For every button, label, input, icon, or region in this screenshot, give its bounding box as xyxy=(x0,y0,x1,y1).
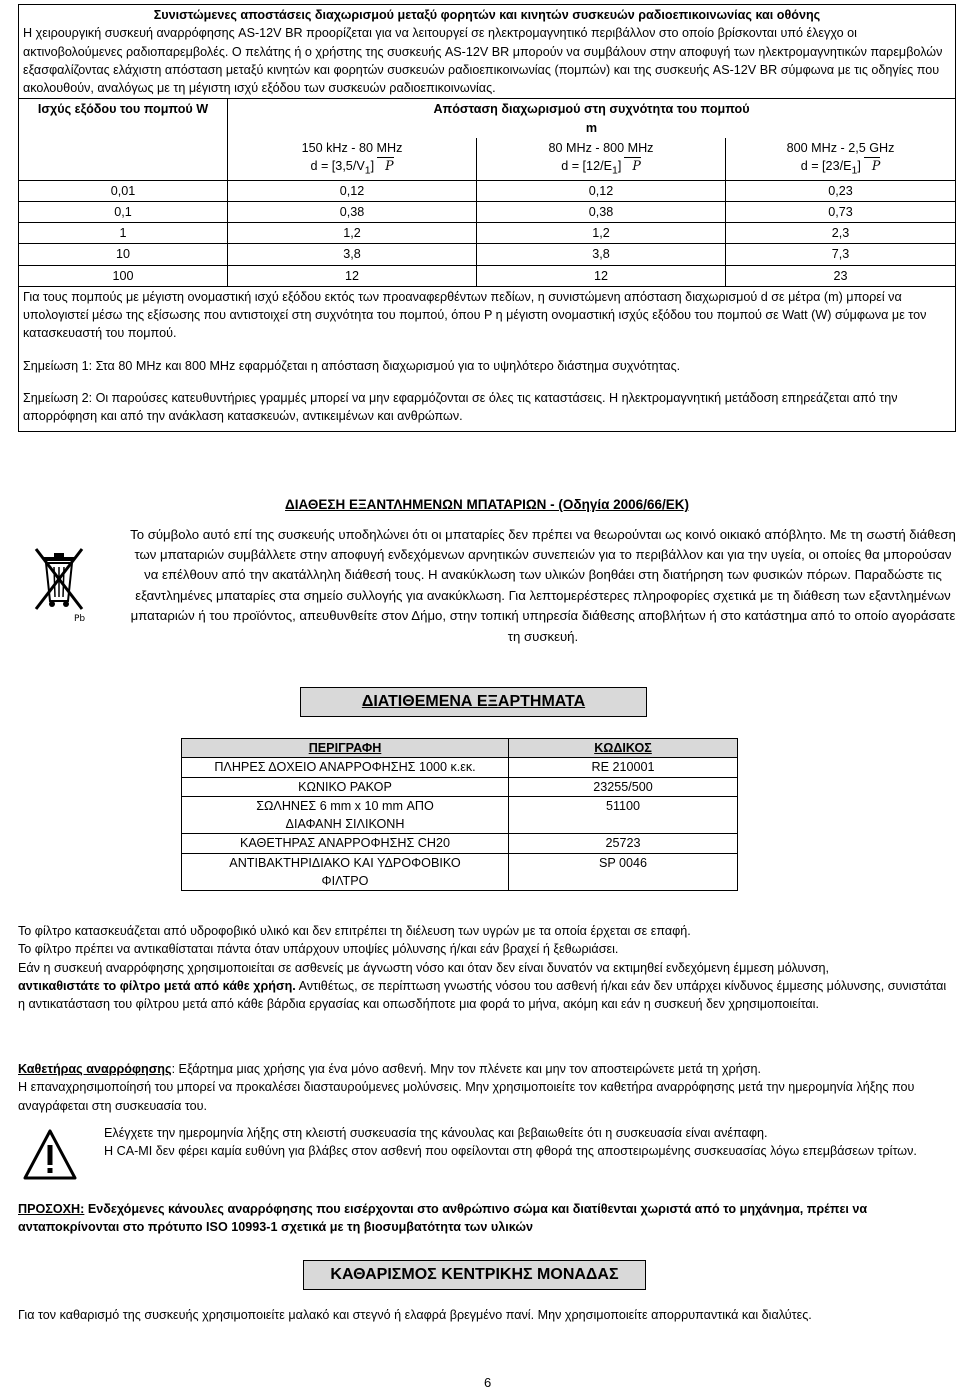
distance-cell: 2,3 xyxy=(726,223,956,244)
distance-cell: 1,2 xyxy=(228,223,477,244)
catheter-line-1 xyxy=(18,1060,956,1078)
catheter-label: Καθετήρας αναρρόφησης xyxy=(18,1062,172,1076)
filter-replace-bold: αντικαθιστάτε το φίλτρο μετά από κάθε χρήση. xyxy=(18,978,296,993)
band-formula: $d = [3,5/V_1]$ P xyxy=(310,158,394,177)
table-row xyxy=(19,201,956,222)
item-code: 51100 xyxy=(509,796,738,834)
caution-section xyxy=(18,1200,956,1237)
caution-label: ΠΡΟΣΟΧΗ: xyxy=(18,1202,85,1216)
accessories-title-box xyxy=(300,687,647,717)
item-desc: ΚΑΘΕΤΗΡΑΣ ΑΝΑΡΡΟΦΗΣΗΣ CH20 xyxy=(182,834,509,853)
item-code: SP 0046 xyxy=(509,853,738,891)
distance-cell: 12 xyxy=(228,265,477,286)
col-distance-header xyxy=(228,99,956,138)
sqrt-icon: P xyxy=(377,157,393,175)
distance-cell: 3,8 xyxy=(228,244,477,265)
item-desc: ΑΝΤΙΒΑΚΤΗΡΙΔΙΑΚΟ ΚΑΙ ΥΔΡΟΦΟΒΙΚΟ ΦΙΛΤΡΟ xyxy=(182,853,509,891)
col-distance-label: Απόσταση διαχωρισμού στη συχνότητα του πομπού xyxy=(433,102,750,117)
band-range: 800 MHz - 2,5 GHz xyxy=(786,140,895,155)
table-row xyxy=(182,796,738,834)
band-header-1 xyxy=(228,138,477,180)
band-formula: $d = [12/E_1]$ P xyxy=(561,158,641,177)
emc-intro: Η χειρουργική συσκευή αναρρόφησης AS-12V BR προορίζεται για να λειτουργεί σε ηλεκτρομαγνητικό περιβάλλον στο οποίο βρίσκονται υπό έλεγχο οι ακτινοβολούμενες ραδιοπαρεμβολές. Ο πελάτης ή ο χρήστης της συσκευής AS-12V BR μπορούν να συμβάλουν στην αποφυγή των ηλεκτρομαγνητικών παρεμβολών εξασφαλίζοντας ελάχιστη απόσταση μεταξύ κινητών και φορητών συσκευών ραδιοεπικοινωνίας (πομπών) και της συσκευής AS-12V BR σύμφωνα με τις οδηγίες που ακολουθούν, αναλόγως με τη μέγιστη ισχύ εξόδου των συσκευών ραδιοεπικοινωνίας. xyxy=(23,26,943,95)
band-range: 150 kHz - 80 MHz xyxy=(301,140,403,155)
band-range: 80 MHz - 800 MHz xyxy=(548,140,654,155)
item-desc: ΣΩΛΗΝΕΣ 6 mm x 10 mm ΑΠΟ ΔΙΑΦΑΝΗ ΣΙΛΙΚΟΝΗ xyxy=(182,796,509,834)
col-power-header xyxy=(19,99,228,180)
emc-note-2: Σημείωση 2: Οι παρούσες κατευθυντήριες γραμμές μπορεί να μην εφαρμόζονται σε όλες τις καταστάσεις. Η ηλεκτρομαγνητική μετάδοση επηρεάζεται από την απορρόφηση και από την ανάκλαση κατασκευών, αντικειμένων και ανθρώπων. xyxy=(23,390,898,424)
table-row xyxy=(182,834,738,853)
distance-cell: 23 xyxy=(726,265,956,286)
filter-line-4-rest: Αντιθέτως, σε περίπτωση γνωστής νόσου του ασθενή ή/και εάν δεν υπάρχει κίνδυνος έμμεσης μόλυνσης, συνιστάται η αντικατάσταση του φίλτρου μετά από κάθε βάρδια εργασίας και οπωσδήποτε μια φορά το μήνα, ακόμη και εάν η συσκευή δεν χρησιμοποιείται. xyxy=(18,978,947,1011)
bin-icon-label: Pb xyxy=(74,614,86,623)
distance-cell: 1,2 xyxy=(477,223,726,244)
sqrt-icon: P xyxy=(624,157,640,175)
emc-title-cell xyxy=(19,5,956,99)
crossed-bin-icon xyxy=(26,543,92,623)
emc-footer-cell xyxy=(19,286,956,432)
col-code-header: ΚΩΔΙΚΟΣ xyxy=(509,739,738,758)
distance-cell: 0,73 xyxy=(726,201,956,222)
item-code: RE 210001 xyxy=(509,758,738,777)
emc-note-1: Σημείωση 1: Στα 80 MHz και 800 MHz εφαρμόζεται η απόσταση διαχωρισμού για το υψηλότερο διάστημα συχνότητας. xyxy=(23,358,681,373)
battery-title: ΔΙΑΘΕΣΗ ΕΞΑΝΤΛΗΜΕΝΩΝ ΜΠΑΤΑΡΙΩΝ - (Οδηγία 2006/66/ΕΚ) xyxy=(285,497,689,512)
item-code: 25723 xyxy=(509,834,738,853)
distance-cell: 12 xyxy=(477,265,726,286)
catheter-text-2: Η επαναχρησιμοποίησή του μπορεί να προκαλέσει διασταυρούμενες μολύνσεις. Μην χρησιμοποιείτε τον καθετήρα αναρρόφησης μετά την ημερομηνία λήξης που αναγράφεται στη συσκευασία του. xyxy=(18,1080,915,1113)
distance-cell: 7,3 xyxy=(726,244,956,265)
col-distance-unit: m xyxy=(585,120,598,135)
table-row xyxy=(19,180,956,201)
battery-text: Το σύμβολο αυτό επί της συσκευής υποδηλώνει ότι οι μπαταρίες δεν πρέπει να θεωρούνται ως κοινό οικιακό απόβλητο. Με τη σωστή διάθεση των μπαταριών συμβάλλετε στην αποφυγή ενδεχόμενων αρνητικών συνεπειών για το περιβάλλον και για την υγεία, οι οποίες θα μπορούσαν να επέλθουν από την ακατάλληλη διάθεσή τους. Η ανακύκλωση των υλικών βοηθάει στη διατήρηση των φυσικών πόρων. Παραδώστε τις εξαντλημένες μπαταρίες στα σημείο συλλογής για ανακύκλωση. Για λεπτομερέστερες πληροφορίες σχετικά με τη διάθεση των εξαντλημένων μπαταριών ή του προϊόντος, απευθυνθείτε στον Δήμο, στην τοπική υπηρεσία διάθεσης αποβλήτων ή στο κατάστημα από το οποίο αγοράσατε τη συσκευή. xyxy=(130,526,956,644)
emc-footer: Για τους πομπούς με μέγιστη ονομαστική ισχύ εξόδου εκτός των προαναφερθέντων πεδίων, η συνιστώμενη απόσταση διαχωρισμού d σε μέτρα (m) μπορεί να υπολογιστεί μέσω της εξίσωσης που αντιστοιχεί στη συχνότητα του πομπού, όπου P η μέγιστη ονομαστική ισχύς εξόδου του πομπού σε Watt (W) σύμφωνα με τον κατασκευαστή του πομπού. xyxy=(23,289,927,341)
distance-cell: 0,12 xyxy=(228,180,477,201)
filter-line-4 xyxy=(18,977,956,1014)
power-cell: 0,01 xyxy=(19,180,228,201)
catheter-section xyxy=(18,1060,956,1115)
catheter-warnings xyxy=(104,1124,944,1161)
accessories-table xyxy=(181,738,738,891)
table-row xyxy=(182,758,738,777)
catheter-warning-1: Ελέγχετε την ημερομηνία λήξης στη κλειστή συσκευασία της κάνουλας και βεβαιωθείτε ότι η συσκευασία είναι ανέπαφη. xyxy=(104,1126,768,1140)
item-desc: ΠΛΗΡΕΣ ΔΟΧΕΙΟ ΑΝΑΡΡΟΦΗΣΗΣ 1000 κ.εκ. xyxy=(182,758,509,777)
power-cell: 1 xyxy=(19,223,228,244)
distance-cell: 0,23 xyxy=(726,180,956,201)
item-desc: ΚΩΝΙΚΟ ΡΑΚΟΡ xyxy=(182,777,509,796)
table-row xyxy=(19,244,956,265)
filter-line-1: Το φίλτρο κατασκευάζεται από υδροφοβικό υλικό και δεν επιτρέπει τη διέλευση των υγρών με τα οποία έρχεται σε επαφή. xyxy=(18,924,691,938)
filter-line-3: Εάν η συσκευή αναρρόφησης χρησιμοποιείται σε ασθενείς με άγνωστη νόσο και όταν δεν είναι δυνατόν να εκτιμηθεί ενδεχόμενη έμμεση μόλυνση, xyxy=(18,960,829,975)
cleaning-title-box xyxy=(303,1260,646,1290)
table-header-row xyxy=(182,739,738,758)
table-row xyxy=(182,777,738,796)
emc-title: Συνιστώμενες αποστάσεις διαχωρισμού μεταξύ φορητών και κινητών συσκευών ραδιοεπικοινωνίας και οθόνης xyxy=(153,8,821,22)
distance-cell: 0,38 xyxy=(477,201,726,222)
caution-text: Ενδεχόμενες κάνουλες αναρρόφησης που εισέρχονται στο ανθρώπινο σώμα και διατίθενται χωριστά από το μηχάνημα, πρέπει να ανταποκρίνονται στο πρότυπο ISO 10993-1 σχετικά με τη βιοσυμβατότητα των υλικών xyxy=(18,1202,868,1235)
band-header-2 xyxy=(477,138,726,180)
filter-section xyxy=(18,922,956,1013)
band-formula: $d = [23/E_1]$ P xyxy=(800,158,881,177)
page-number: 6 xyxy=(484,1375,492,1390)
col-power-label: Ισχύς εξόδου του πομπού W xyxy=(37,102,209,117)
distance-cell: 3,8 xyxy=(477,244,726,265)
catheter-text-1: : Εξάρτημα μιας χρήσης για ένα μόνο ασθενή. Μην τον πλένετε και μην τον αποστειρώνετε μετά τη χρήση. xyxy=(171,1062,761,1076)
filter-line-2: Το φίλτρο πρέπει να αντικαθίσταται πάντα όταν υπάρχουν υποψίες μόλυνσης ή/και εάν βραχεί ή ξεθωριάσει. xyxy=(18,942,619,957)
col-desc-header: ΠΕΡΙΓΡΑΦΗ xyxy=(182,739,509,758)
emc-table xyxy=(18,4,956,432)
distance-cell: 0,12 xyxy=(477,180,726,201)
power-cell: 10 xyxy=(19,244,228,265)
table-row xyxy=(19,223,956,244)
power-cell: 100 xyxy=(19,265,228,286)
accessories-title: ΔΙΑΤΙΘΕΜΕΝΑ ΕΞΑΡΤΗΜΑΤΑ xyxy=(361,693,586,710)
band-header-3 xyxy=(726,138,956,180)
item-code: 23255/500 xyxy=(509,777,738,796)
cleaning-title: ΚΑΘΑΡΙΣΜΟΣ ΚΕΝΤΡΙΚΗΣ ΜΟΝΑΔΑΣ xyxy=(330,1266,619,1283)
table-row xyxy=(182,853,738,891)
catheter-warning-2: Η CA-MI δεν φέρει καμία ευθύνη για βλάβες στον ασθενή που οφείλονται στη φθορά της αποστειρωμένης συσκευασίας λόγω επεμβάσεων τρίτων. xyxy=(104,1144,917,1159)
warning-icon xyxy=(22,1128,78,1182)
distance-cell: 0,38 xyxy=(228,201,477,222)
sqrt-icon: P xyxy=(864,157,880,175)
power-cell: 0,1 xyxy=(19,201,228,222)
battery-section xyxy=(18,495,956,647)
table-row xyxy=(19,265,956,286)
cleaning-text: Για τον καθαρισμό της συσκευής χρησιμοποιείτε μαλακό και στεγνό ή ελαφρά βρεγμένο πανί. Μην χρησιμοποιείτε απορρυπαντικά και διαλύτες. xyxy=(18,1308,812,1322)
